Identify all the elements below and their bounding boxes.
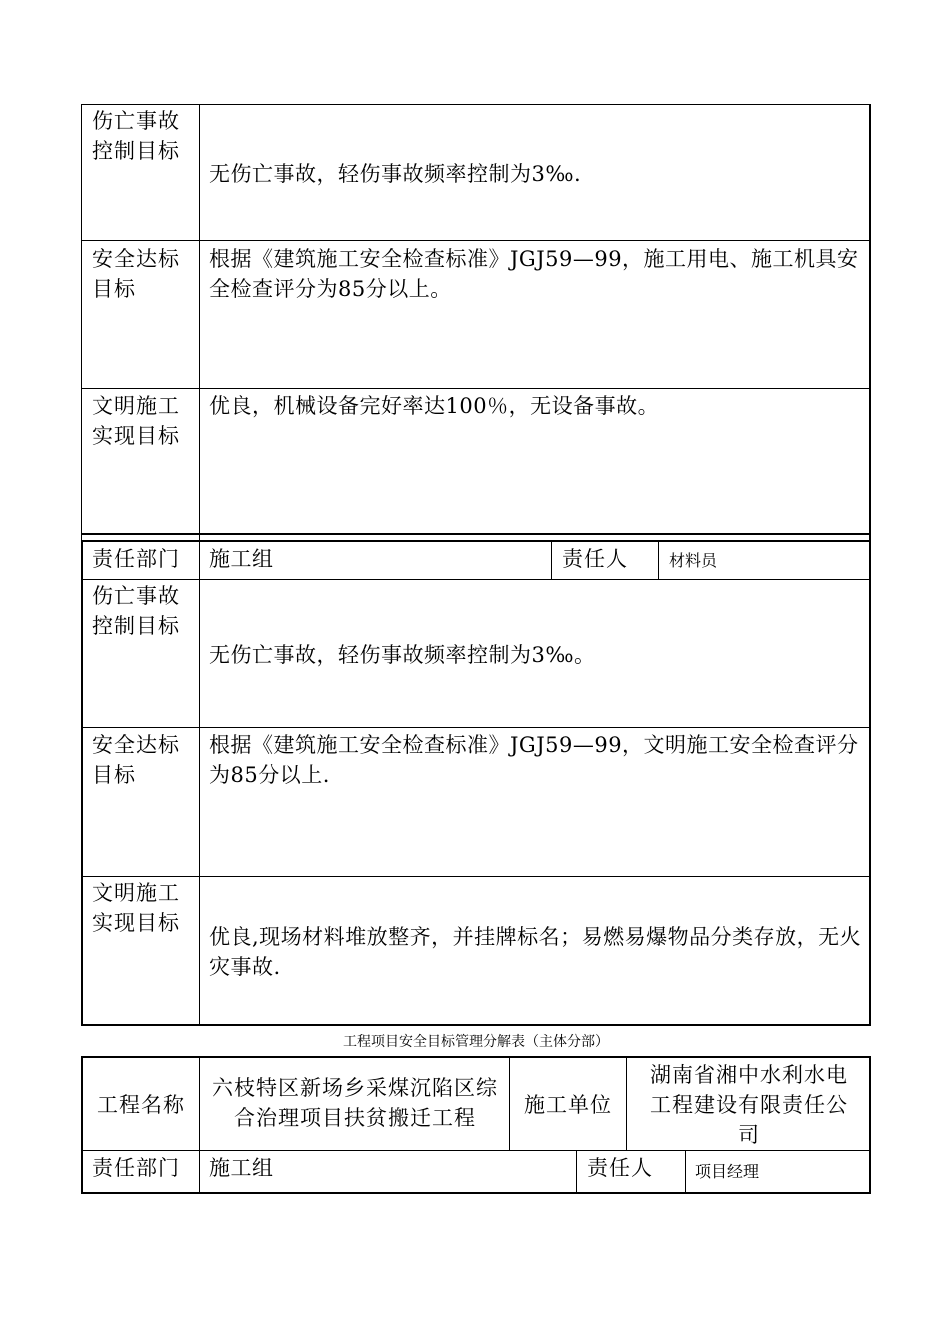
responsible-person-value: 材料员 — [669, 551, 718, 570]
safety-standard-content: 根据《建筑施工安全检查标准》JGJ59—99，文明施工安全检查评分为85分以上. — [209, 733, 859, 787]
responsible-person-label: 责任人 — [587, 1156, 653, 1180]
construction-unit-value: 湖南省湘中水利水电工程建设有限责任公司 — [650, 1063, 848, 1147]
responsible-person-label: 责任人 — [562, 547, 628, 571]
responsible-dept-label: 责任部门 — [92, 1156, 180, 1180]
table-3-right-border — [869, 1056, 871, 1194]
project-name-value: 六枝特区新场乡采煤沉陷区综合治理项目扶贫搬迁工程 — [212, 1076, 498, 1130]
table-2-left-border — [81, 540, 83, 1026]
casualty-control-label: 伤亡事故控制目标 — [92, 109, 180, 163]
construction-unit-label: 施工单位 — [524, 1093, 612, 1117]
civilized-construction-label: 文明施工实现目标 — [92, 394, 180, 448]
project-name-label: 工程名称 — [97, 1093, 185, 1117]
civilized-construction-content: 优良,现场材料堆放整齐，并挂牌标名；易燃易爆物品分类存放，无火灾事故. — [209, 925, 862, 979]
table-3-column-divider — [199, 1056, 200, 1194]
table-3-left-border — [81, 1056, 83, 1194]
safety-standard-label: 安全达标目标 — [92, 247, 180, 301]
table-1-column-divider — [199, 104, 200, 540]
responsible-dept-value: 施工组 — [209, 547, 274, 571]
table-caption: 工程项目安全目标管理分解表（主体分部） — [343, 1034, 609, 1050]
table-2-column-divider — [199, 540, 200, 1026]
table-3-column-divider — [626, 1056, 627, 1151]
table-2-header-divider — [658, 540, 659, 580]
responsible-person-value: 项目经理 — [695, 1162, 760, 1181]
table-3-column-divider — [685, 1150, 686, 1194]
responsible-dept-label: 责任部门 — [92, 547, 180, 571]
casualty-control-label: 伤亡事故控制目标 — [92, 584, 180, 638]
casualty-control-content: 无伤亡事故，轻伤事故频率控制为3‰。 — [209, 643, 596, 667]
casualty-control-content: 无伤亡事故，轻伤事故频率控制为3‰. — [209, 162, 582, 186]
responsible-dept-value: 施工组 — [209, 1156, 274, 1180]
table-3-column-divider — [576, 1150, 577, 1194]
safety-standard-content: 根据《建筑施工安全检查标准》JGJ59—99，施工用电、施工机具安全检查评分为85分以上。 — [209, 247, 859, 301]
table-separator-line — [81, 533, 871, 535]
civilized-construction-content: 优良，机械设备完好率达100％，无设备事故。 — [209, 394, 660, 418]
civilized-construction-label: 文明施工实现目标 — [92, 881, 180, 935]
table-2-right-border — [869, 540, 871, 1026]
table-2-header-divider — [551, 540, 552, 580]
safety-standard-label: 安全达标目标 — [92, 733, 180, 787]
table-1-left-border — [81, 104, 82, 540]
table-1-right-border — [869, 104, 871, 540]
